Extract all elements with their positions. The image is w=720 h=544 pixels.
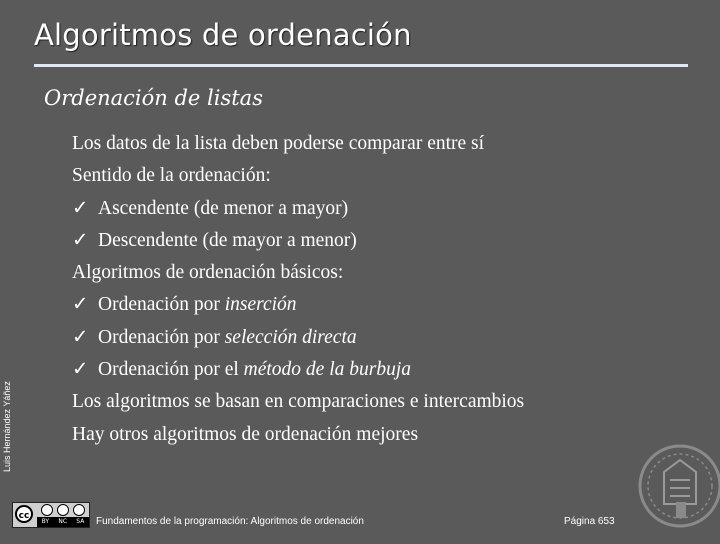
line-text: Ordenación por: [98, 294, 225, 316]
checkmark-icon: ✓: [72, 197, 89, 219]
line-text: Los datos de la lista deben poderse comparar entre sí: [72, 133, 485, 154]
license-label-nc: NC: [58, 518, 68, 525]
line-emphasis: selección directa: [224, 326, 357, 348]
license-icons: [39, 504, 87, 517]
slide-title: Algoritmos de ordenación: [34, 18, 412, 52]
line-emphasis: método de la burbuja: [243, 359, 412, 381]
bullet-line: [72, 419, 692, 451]
line-text: Descendente (de mayor a menor): [98, 229, 357, 251]
line-text: Ordenación por: [98, 326, 225, 348]
license-label-sa: SA: [76, 518, 85, 525]
content-list: [72, 128, 692, 451]
checklist-item: [72, 289, 692, 321]
nc-icon: [57, 504, 69, 516]
checkmark-icon: ✓: [72, 359, 89, 381]
creative-commons-icon: cc: [15, 505, 33, 523]
title-underline: [34, 64, 688, 67]
checkmark-icon: ✓: [72, 294, 89, 316]
line-text: Ascendente (de menor a mayor): [98, 197, 349, 219]
author-vertical-label: Luis Hernández Yáñez: [2, 381, 12, 472]
line-text: Hay otros algoritmos de ordenación mejores: [72, 423, 419, 445]
checklist-item: [72, 193, 692, 225]
bullet-line: [72, 160, 692, 192]
line-text: Ordenación por el: [98, 359, 244, 381]
checkmark-icon: ✓: [72, 229, 89, 251]
bullet-line: [72, 386, 692, 418]
checkmark-icon: ✓: [72, 326, 89, 348]
footer-course-text: Fundamentos de la programación: Algoritmos de ordenación: [96, 516, 364, 527]
license-label-by: BY: [41, 518, 50, 525]
line-text: Sentido de la ordenación:: [72, 165, 271, 187]
checklist-item: [72, 354, 692, 386]
by-icon: [41, 504, 53, 516]
line-text: Algoritmos de ordenación básicos:: [72, 262, 344, 284]
sa-icon: [73, 504, 85, 516]
license-badge[interactable]: [12, 502, 90, 528]
footer-page-number: Página 653: [564, 516, 615, 527]
license-labels: [37, 517, 89, 527]
slide-subtitle: Ordenación de listas: [44, 86, 263, 110]
checklist-item: [72, 225, 692, 257]
line-emphasis: inserción: [224, 294, 297, 316]
university-seal-icon: [636, 432, 720, 544]
checklist-item: [72, 322, 692, 354]
line-text: Los algoritmos se basan en comparaciones e intercambios: [72, 391, 525, 413]
bullet-line: [72, 257, 692, 289]
bullet-line: [72, 128, 692, 160]
